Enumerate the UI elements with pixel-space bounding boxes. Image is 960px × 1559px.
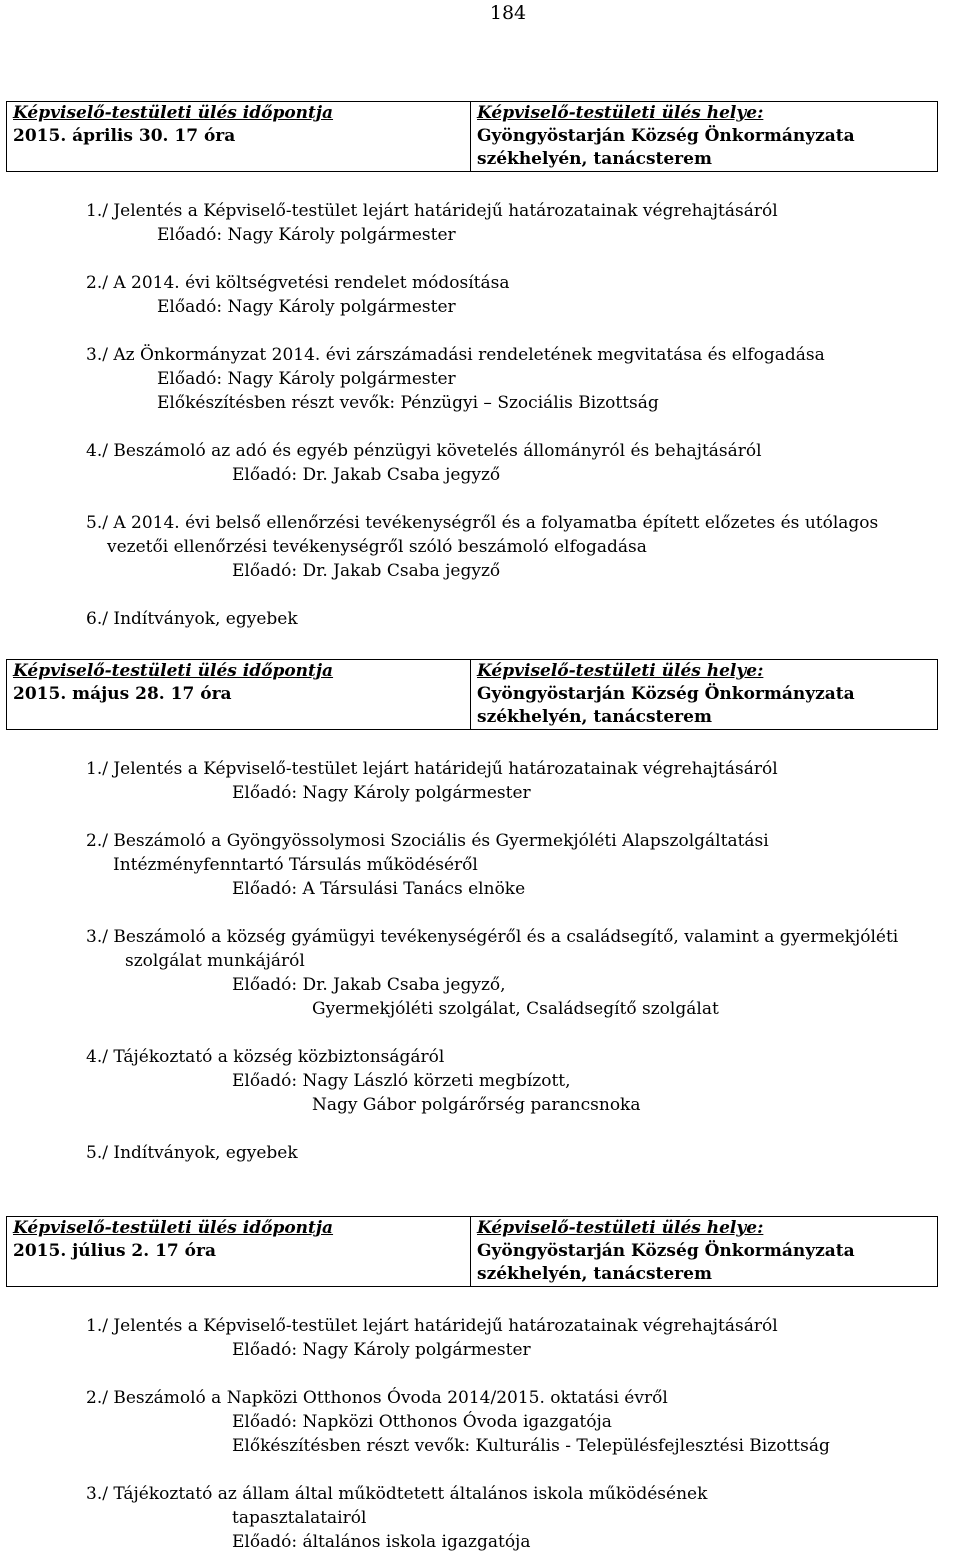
agenda-item-presenter: Előadó: Nagy László körzeti megbízott, [232, 1071, 571, 1091]
meeting-header-3 [6, 1216, 938, 1287]
agenda-1 [0, 199, 960, 631]
agenda-item-title: 6./ Indítványok, egyebek [86, 609, 298, 629]
agenda-item-presenter: Előadó: Nagy Károly polgármester [232, 783, 531, 803]
meeting-place-value: Gyöngyöstarján Község Önkormányzata [477, 1241, 855, 1261]
agenda-item-title: 3./ Beszámoló a község gyámügyi tevékenységéről és a családsegítő, valamint a gyermekjóléti [86, 927, 899, 947]
agenda-item-presenter: Előadó: Napközi Otthonos Óvoda igazgatója [232, 1412, 612, 1432]
agenda-item-presenter-cont: Nagy Gábor polgárőrség parancsnoka [312, 1095, 641, 1115]
meeting-header-2 [6, 659, 938, 730]
agenda-item-title-cont: vezetői ellenőrzési tevékenységről szóló beszámoló elfogadása [107, 537, 647, 557]
agenda-item-title: 1./ Jelentés a Képviselő-testület lejárt határidejű határozatainak végrehajtásáról [86, 1316, 778, 1336]
meeting-time-value: 2015. május 28. 17 óra [13, 684, 232, 704]
agenda-item-title: 3./ Az Önkormányzat 2014. évi zárszámadási rendeletének megvitatása és elfogadása [86, 345, 825, 365]
meeting-place-room: székhelyén, tanácsterem [477, 707, 712, 727]
meeting-place-cell [471, 102, 937, 171]
agenda-item-presenter: Előadó: Nagy Károly polgármester [232, 1340, 531, 1360]
agenda-item-title: 4./ Beszámoló az adó és egyéb pénzügyi követelés állományról és behajtásáról [86, 441, 762, 461]
agenda-item-title-cont: szolgálat munkájáról [125, 951, 305, 971]
meeting-place-label: Képviselő-testületi ülés helye: [477, 103, 764, 123]
agenda-2 [0, 757, 960, 1165]
agenda-item-title: 5./ A 2014. évi belső ellenőrzési tevékenységről és a folyamatba épített előzetes és utólagos [86, 513, 879, 533]
agenda-item-presenter: Előadó: általános iskola igazgatója [232, 1532, 531, 1552]
agenda-item-presenter: Előadó: Nagy Károly polgármester [157, 369, 456, 389]
page-number: 184 [489, 2, 527, 24]
agenda-item-presenter: Előadó: Nagy Károly polgármester [157, 225, 456, 245]
agenda-item-title: 3./ Tájékoztató az állam által működtetett általános iskola működésének [86, 1484, 708, 1504]
agenda-item-preparers: Előkészítésben részt vevők: Pénzügyi – Szociális Bizottság [157, 393, 659, 413]
meeting-time-cell [7, 1217, 471, 1286]
meeting-time-cell [7, 102, 471, 171]
agenda-item-title: 2./ Beszámoló a Napközi Otthonos Óvoda 2014/2015. oktatási évről [86, 1388, 668, 1408]
agenda-item-presenter-cont: Gyermekjóléti szolgálat, Családsegítő szolgálat [312, 999, 719, 1019]
meeting-place-cell [471, 1217, 937, 1286]
agenda-item-title: 2./ A 2014. évi költségvetési rendelet módosítása [86, 273, 510, 293]
meeting-place-value: Gyöngyöstarján Község Önkormányzata [477, 684, 855, 704]
agenda-item-title: 1./ Jelentés a Képviselő-testület lejárt határidejű határozatainak végrehajtásáról [86, 201, 778, 221]
meeting-time-value: 2015. július 2. 17 óra [13, 1241, 216, 1261]
meeting-time-value: 2015. április 30. 17 óra [13, 126, 236, 146]
agenda-item-presenter: Előadó: Dr. Jakab Csaba jegyző [232, 465, 501, 485]
agenda-item-presenter: Előadó: Nagy Károly polgármester [157, 297, 456, 317]
agenda-3 [0, 1314, 960, 1554]
agenda-item-title: 4./ Tájékoztató a község közbiztonságáról [86, 1047, 445, 1067]
agenda-item-presenter: Előadó: Dr. Jakab Csaba jegyző [232, 561, 501, 581]
meeting-time-label: Képviselő-testületi ülés időpontja [13, 1218, 334, 1238]
meeting-place-room: székhelyén, tanácsterem [477, 149, 712, 169]
meeting-time-label: Képviselő-testületi ülés időpontja [13, 661, 334, 681]
agenda-item-presenter: Előadó: A Társulási Tanács elnöke [232, 879, 526, 899]
meeting-place-room: székhelyén, tanácsterem [477, 1264, 712, 1284]
agenda-item-title: 1./ Jelentés a Képviselő-testület lejárt határidejű határozatainak végrehajtásáról [86, 759, 778, 779]
agenda-item-presenter: Előadó: Dr. Jakab Csaba jegyző, [232, 975, 506, 995]
agenda-item-title-cont: tapasztalatairól [232, 1508, 367, 1528]
meeting-time-label: Képviselő-testületi ülés időpontja [13, 103, 334, 123]
meeting-place-value: Gyöngyöstarján Község Önkormányzata [477, 126, 855, 146]
meeting-time-cell [7, 660, 471, 729]
meeting-header-1 [6, 101, 938, 172]
meeting-place-label: Képviselő-testületi ülés helye: [477, 661, 764, 681]
meeting-place-cell [471, 660, 937, 729]
agenda-item-title-cont: Intézményfenntartó Társulás működéséről [113, 855, 478, 875]
agenda-item-title: 5./ Indítványok, egyebek [86, 1143, 298, 1163]
agenda-item-preparers: Előkészítésben részt vevők: Kulturális - Településfejlesztési Bizottság [232, 1436, 830, 1456]
meeting-place-label: Képviselő-testületi ülés helye: [477, 1218, 764, 1238]
agenda-item-title: 2./ Beszámoló a Gyöngyössolymosi Szociális és Gyermekjóléti Alapszolgáltatási [86, 831, 769, 851]
